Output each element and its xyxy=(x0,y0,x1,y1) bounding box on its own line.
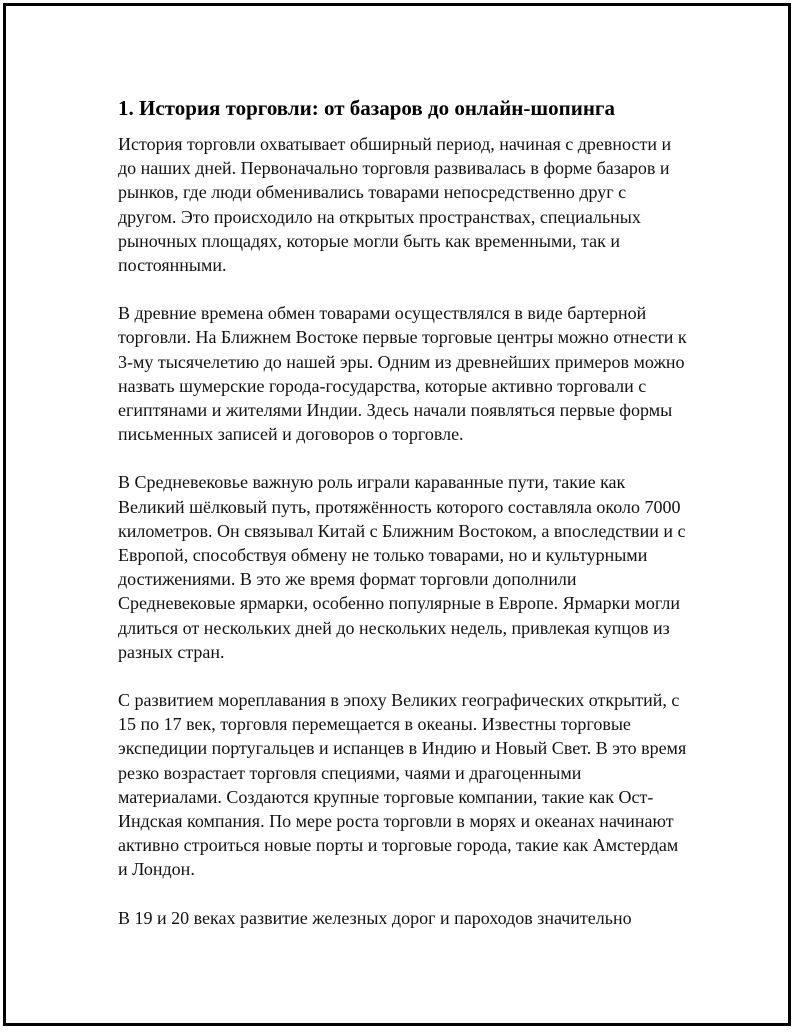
paragraph-2: В древние времена обмен товарами осуществлялся в виде бартерной торговли. На Ближнем Востоке первые торговые центры можно отнести к 3-му тысячелетию до нашей эры. Одним из древнейших примеров можно назвать шумерские города-государства, которые активно торговали с египтянами и жителями Индии. Здесь начали появляться первые формы письменных записей и договоров о торговле. xyxy=(118,303,687,445)
page-title: 1. История торговли: от базаров до онлайн-шопинга xyxy=(118,96,615,120)
paragraph-5: В 19 и 20 веках развитие железных дорог и пароходов значительно xyxy=(118,907,632,928)
paragraph-1: История торговли охватывает обширный период, начиная с древности и до наших дней. Первоначально торговля развивалась в форме базаров и рынков, где люди обменивались товарами непосредственно друг с другом. Это происходило на открытых пространствах, специальных рыночных площадях, которые могли быть как временными, так и постоянными. xyxy=(118,134,672,276)
paragraph-4: С развитием мореплавания в эпоху Великих географических открытий, с 15 по 17 век, торговля перемещается в океаны. Известны торговые экспедиции португальцев и испанцев в Индию и Новый Свет. В это время резко возрастает торговля специями, чаями и драгоценными материалами. Создаются крупные торговые компании, такие как Ост-Индская компания. По мере роста торговли в морях и океанах начинают активно строиться новые порты и торговые города, такие как Амстердам и Лондон. xyxy=(118,690,687,880)
document-body xyxy=(118,94,688,954)
paragraph-3: В Средневековье важную роль играли караванные пути, такие как Великий шёлковый путь, протяжённость которого составляла около 7000 километров. Он связывал Китай с Ближним Востоком, а впоследствии и с Европой, способствуя обмену не только товарами, но и культурными достижениями. В это же время формат торговли дополнили Средневековые ярмарки, особенно популярные в Европе. Ярмарки могли длиться от нескольких дней до нескольких недель, привлекая купцов из разных стран. xyxy=(118,472,686,662)
